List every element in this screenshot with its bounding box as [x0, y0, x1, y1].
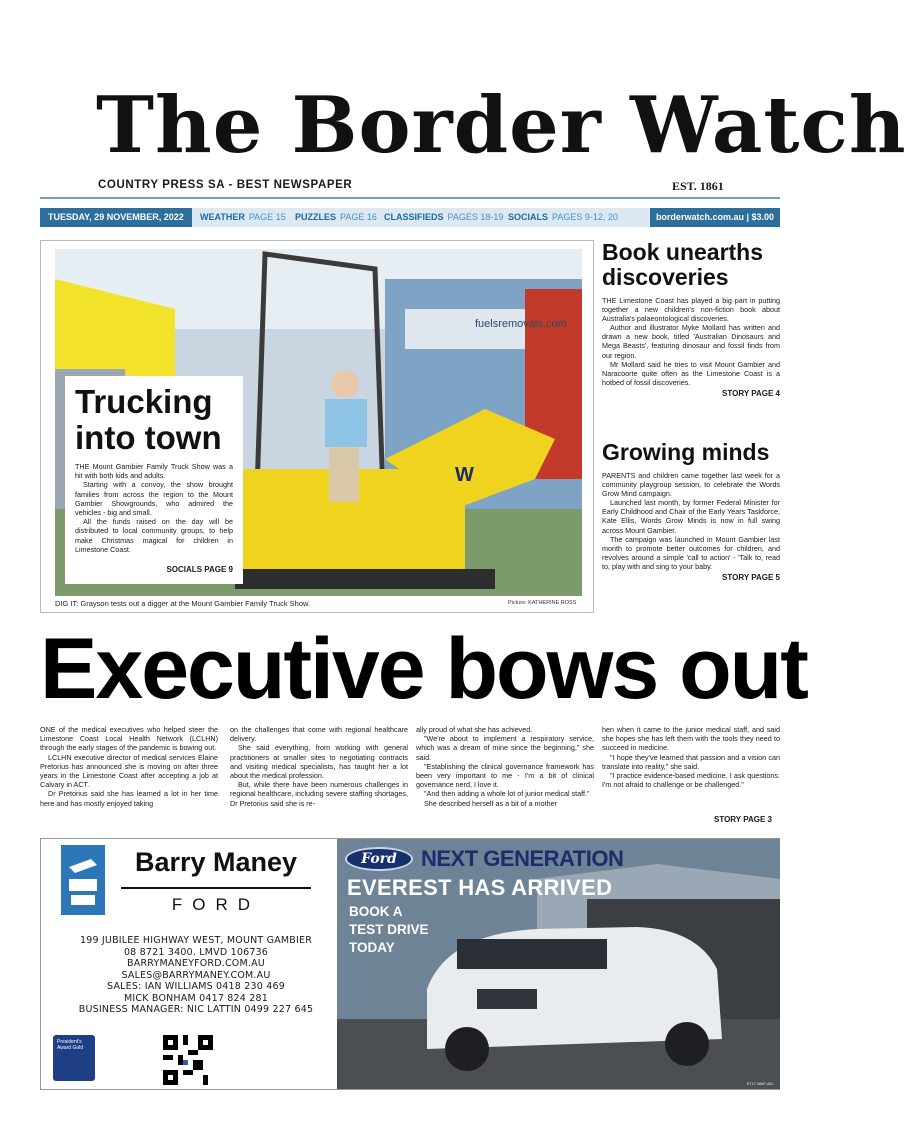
dealer-sub: FORD	[171, 895, 261, 914]
growing-headline: Growing minds	[602, 439, 770, 465]
masthead-est: EST. 1861	[672, 179, 724, 193]
nav-classifieds[interactable]: CLASSIFIEDS PAGES 18-19	[384, 212, 504, 222]
ad-everest: EVEREST HAS ARRIVED	[347, 875, 613, 900]
trucking-headline: Trucking into town	[75, 383, 222, 456]
award-badge: President's Award Gold	[53, 1035, 95, 1081]
trucking-para: THE Mount Gambier Family Truck Show was a hit with both kids and adults.	[75, 462, 233, 481]
ford-panel	[337, 839, 780, 1089]
story-column: on the challenges that come with regional healthcare delivery. She said everything, from working with general practitioners at smaller sites to negotiating contracts and visiting medical specialists, has taught her a lot about the medical profession. But, while there have been numerous challenges in regional healthcare, including severe staffing shortages, Dr Pretorius said she is re-	[230, 725, 408, 808]
dealer-contact: 199 JUBILEE HIGHWAY WEST, MOUNT GAMBIER 08 8721 3400. LMVD 106736 BARRYMANEYFORD.COM.AU SALES@BARRYMANEY.COM.AU SALES: IAN WILLIAMS 0418 230 469 MICK BONHAM 0417 824 281 BUSINESS MANAGER: NIC LATTIN 0499 227 645	[78, 935, 314, 1015]
trucking-jump[interactable]: SOCIALS PAGE 9	[166, 565, 233, 574]
story-book	[602, 240, 780, 398]
book-headline: Book unearths discoveries	[602, 239, 764, 290]
ford-logo-icon: Ford	[345, 847, 413, 871]
story-column: ONE of the medical executives who helped steer the Limestone Coast Local Health Network (LCLHN) through the early stages of the pandemic is bowing out. LCLHN executive director of medical services Elaine Pretorius has announced she is moving on after three years in the Limestone Coast after accepting a job at Calvary in ACT. Dr Pretorius said she has learned a lot in her time here and has mostly enjoyed taking	[40, 725, 218, 808]
growing-jump[interactable]: STORY PAGE 5	[722, 573, 780, 583]
ford-advert[interactable]	[40, 838, 780, 1090]
masthead-rule	[40, 197, 780, 199]
issue-date: TUESDAY, 29 NOVEMBER, 2022	[40, 208, 192, 227]
nav-socials[interactable]: SOCIALS PAGES 9-12, 20	[508, 212, 618, 222]
growing-para: Launched last month, by former Federal Minister for Early Childhood and Chair of the Early Years Taskforce, Kate Ellis, Words Grow Minds is now in full swing across Mount Gambier.	[602, 498, 780, 535]
story-growing	[602, 440, 780, 582]
story-column: ally proud of what she has achieved. "We're about to implement a respiratory service, which was a dream of mine since the beginning," she said. "Establishing the clinical governance framework has been very important to me - I'm a bit of clinical governance nerd, I love it. "And then adding a whole lot of junior medical staff." She described herself as a bit of a mother	[416, 725, 594, 808]
dealer-panel	[41, 839, 336, 1089]
masthead-tagline: COUNTRY PRESS SA - BEST NEWSPAPER	[98, 179, 353, 191]
ad-cta[interactable]: BOOK A TEST DRIVE TODAY	[349, 904, 429, 955]
qr-code-icon[interactable]	[163, 1035, 213, 1085]
svg-text:W: W	[455, 464, 474, 486]
dealer-logo-icon	[61, 845, 105, 915]
masthead-title: The Border Watch	[96, 80, 907, 171]
lead-story	[40, 725, 780, 825]
book-jump[interactable]: STORY PAGE 4	[722, 388, 780, 398]
photo-caption: DIG IT: Grayson tests out a digger at the Mount Gambier Family Truck Show.	[55, 599, 311, 608]
ad-next-gen: NEXT GENERATION	[421, 846, 624, 871]
growing-para: The campaign was launched in Mount Gambier last month to promote better outcomes for children, and revolves around a simple 'call to action' - 'Talk to, read to, play with and sing to your baby.	[602, 534, 780, 571]
ad-code: ST17-BMF-AD-	[746, 1081, 774, 1086]
lead-jump[interactable]: STORY PAGE 3	[714, 815, 772, 824]
trucking-para: Starting with a convoy, the show brought families from across the region to the Mount Gambier Showgrounds, who admired the vehicles - big and small.	[75, 480, 233, 518]
nav-weather[interactable]: WEATHER PAGE 15	[200, 212, 286, 222]
trucking-para: All the funds raised on the day will be distributed to local community groups, to help make Christmas magical for children in Limestone Coast.	[75, 517, 233, 554]
book-para: Author and illustrator Myke Mollard has written and drawn a new book, titled 'Australian Dinosaurs and Mega Beasts', featuring dinosaur and fossil finds from our region.	[602, 323, 780, 360]
book-para: Mr Mollard said he tries to visit Mount Gambier and Naracoorte quite often as the Limestone Coast is a hotbed of fossil discoveries.	[602, 359, 780, 387]
growing-para: PARENTS and children came together last week for a community playgroup session, to celebrate the Words Grow Mind campaign.	[602, 471, 780, 499]
dealer-name: Barry Maney	[134, 847, 298, 877]
lead-headline: Executive bows out	[40, 621, 807, 717]
nav-puzzles[interactable]: PUZZLES PAGE 16	[295, 212, 377, 222]
story-column: hen when it came to the junior medical staff, and said she hopes she has left them with the tools they need to succeed in medicine. "I hope they've learned that passion and a vision can translate into reality," she said. "I practice evidence-based medicine. I ask questions. I'm not afraid to challenge or be challenged."	[602, 725, 780, 790]
section-navbar	[40, 208, 780, 227]
svg-text:fuelsremovals.com: fuelsremovals.com	[475, 318, 567, 330]
dealer-rule	[121, 887, 311, 889]
site-price[interactable]: borderwatch.com.au | $3.00	[650, 208, 780, 227]
photo-credit: Picture: KATHERINE ROSS	[508, 600, 577, 606]
trucking-box	[65, 376, 243, 584]
book-para: THE Limestone Coast has played a big part in putting together a new children's non-fiction book about Australia's palaeontological discoveries.	[602, 296, 780, 324]
